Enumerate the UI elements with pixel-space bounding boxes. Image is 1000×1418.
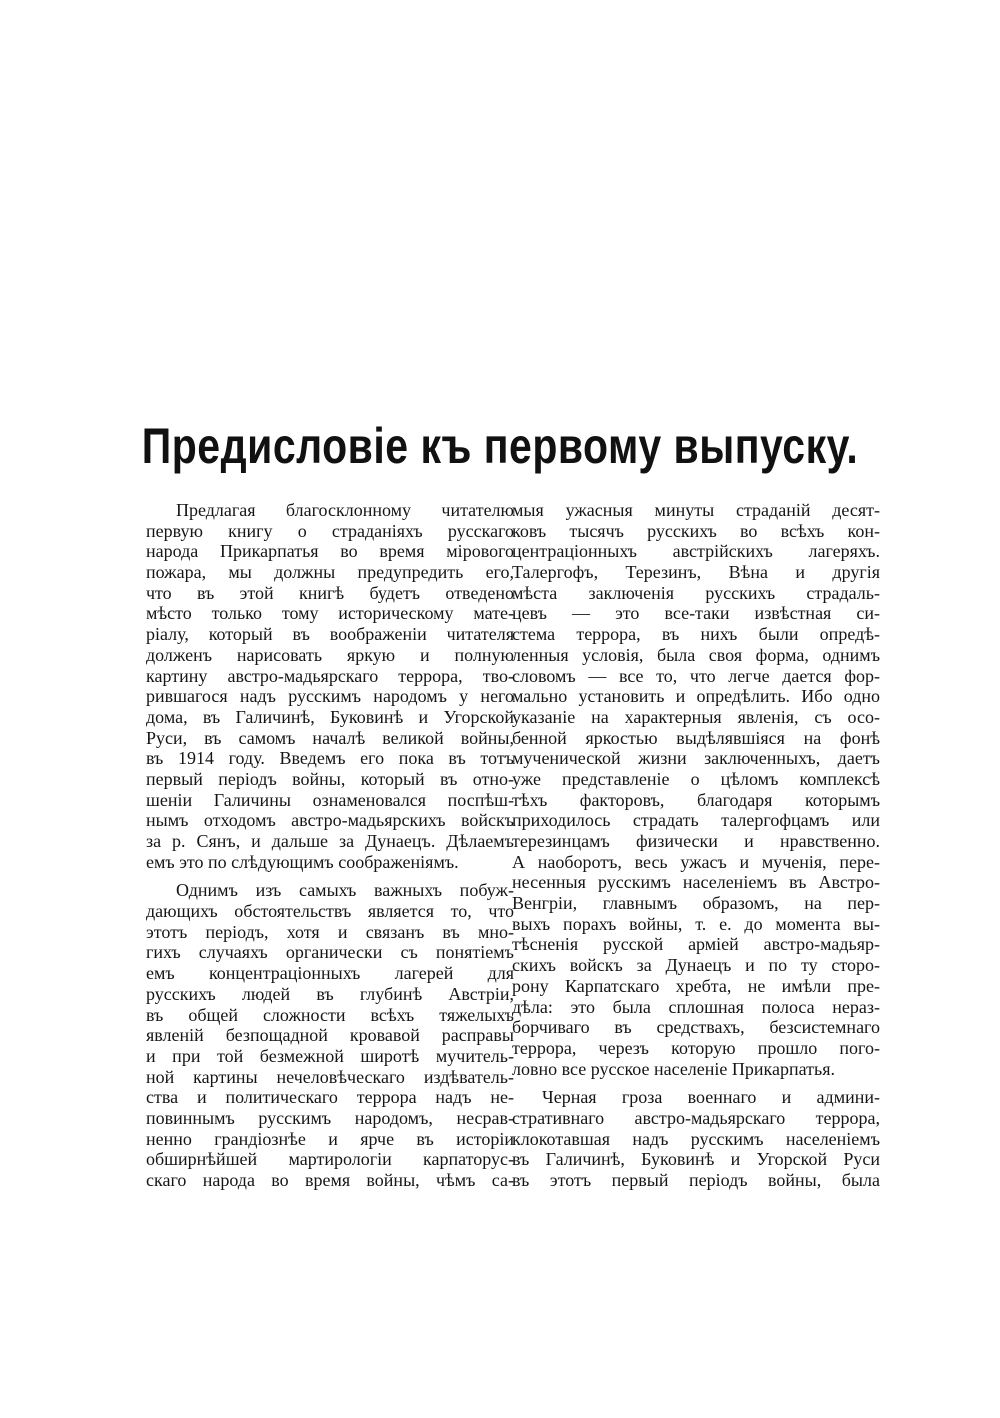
text-line: рившагося надъ русскимъ народомъ у него bbox=[146, 686, 514, 707]
text-line: русскихъ людей въ глубинѣ Австріи, bbox=[146, 983, 514, 1004]
text-line: первую книгу о страданіяхъ русскаго bbox=[146, 520, 514, 541]
text-line: тѣсненія русской арміей австро-мадьяр- bbox=[512, 934, 880, 955]
text-line: Талергофъ, Терезинъ, Вѣна и другія bbox=[512, 562, 880, 583]
text-line: терезинцамъ физически и нравственно. bbox=[512, 831, 880, 851]
text-line: емъ это по слѣдующимъ соображеніямъ. bbox=[146, 851, 459, 872]
text-line: клокотавшая надъ русскимъ населеніемъ bbox=[512, 1128, 880, 1149]
text-line: за р. Сянъ, и дальше за Дунаецъ. Дѣлаемъ bbox=[146, 831, 514, 851]
paragraph-gap bbox=[512, 1079, 880, 1087]
right-column bbox=[512, 500, 880, 1191]
text-line: Черная гроза военнаго и админи- bbox=[542, 1087, 880, 1108]
text-line: гихъ случаяхъ органически съ понятіемъ bbox=[146, 942, 514, 963]
text-line: Однимъ изъ самыхъ важныхъ побуж- bbox=[176, 880, 514, 901]
text-line: мыя ужасныя минуты страданій десят- bbox=[512, 500, 880, 520]
paragraph-gap bbox=[146, 872, 514, 880]
page-title: Предисловіе къ первому выпуску. bbox=[141, 418, 859, 475]
text-line: А наоборотъ, весь ужасъ и мученія, пере- bbox=[512, 851, 880, 872]
text-line: борчиваго въ средствахъ, безсистемнаго bbox=[512, 1017, 880, 1038]
text-line: и при той безмежной широтѣ мучитель- bbox=[146, 1045, 514, 1066]
text-line: пожара, мы должны предупредить его, bbox=[146, 562, 514, 583]
text-line: ріалу, который въ воображеніи читателя bbox=[146, 624, 514, 645]
text-line: центраціонныхъ австрійскихъ лагеряхъ. bbox=[512, 541, 880, 562]
text-line: ловно все русское населеніе Прикарпатья. bbox=[512, 1058, 836, 1079]
text-line: обширнѣйшей мартирологіи карпаторус- bbox=[146, 1149, 514, 1170]
text-line: шеніи Галичины ознаменовался поспѣш- bbox=[146, 789, 514, 810]
text-line: цевъ — это все-таки извѣстная си- bbox=[512, 603, 880, 624]
text-line: словомъ — все то, что легче дается фор- bbox=[512, 665, 880, 686]
text-line: стративнаго австро-мадьярскаго террора, bbox=[512, 1107, 880, 1128]
text-line: дѣла: это была сплошная полоса нераз- bbox=[512, 996, 880, 1017]
text-line: выхъ порахъ войны, т. е. до момента вы- bbox=[512, 913, 880, 934]
text-line: нымъ отходомъ австро-мадьярскихъ войскъ bbox=[146, 810, 514, 831]
text-line: долженъ нарисовать яркую и полную bbox=[146, 644, 514, 665]
text-line: приходилось страдать талергофцамъ или bbox=[512, 810, 880, 831]
text-line: дома, въ Галичинѣ, Буковинѣ и Угорской bbox=[146, 706, 514, 727]
text-line: народа Прикарпатья во время мірового bbox=[146, 541, 514, 562]
text-line: ства и политическаго террора надъ не- bbox=[146, 1087, 514, 1108]
text-line: повиннымъ русскимъ народомъ, несрав- bbox=[146, 1107, 514, 1128]
text-line: уже представленіе о цѣломъ комплексѣ bbox=[512, 768, 880, 789]
text-line: бенной яркостью выдѣлявшіяся на фонѣ bbox=[512, 727, 880, 748]
text-line: въ этотъ первый періодъ войны, была bbox=[512, 1170, 880, 1190]
text-line: мѣсто только тому историческому мате- bbox=[146, 603, 514, 624]
text-line: тѣхъ факторовъ, благодаря которымъ bbox=[512, 789, 880, 810]
text-line: этотъ періодъ, хотя и связанъ въ мно- bbox=[146, 921, 514, 942]
text-line: указаніе на характерныя явленія, съ осо- bbox=[512, 706, 880, 727]
text-line: въ Галичинѣ, Буковинѣ и Угорской Руси bbox=[512, 1149, 880, 1170]
text-line: Предлагая благосклонному читателю bbox=[176, 500, 514, 520]
text-line: картину австро-мадьярскаго террора, тво- bbox=[146, 665, 514, 686]
text-line: емъ концентраціонныхъ лагерей для bbox=[146, 963, 514, 984]
text-line: террора, черезъ которую прошло пого- bbox=[512, 1037, 880, 1058]
text-line: ленныя условія, была своя форма, однимъ bbox=[512, 644, 880, 665]
text-line: ковъ тысячъ русскихъ во всѣхъ кон- bbox=[512, 520, 880, 541]
text-line: явленій безпощадной кровавой расправы bbox=[146, 1025, 514, 1046]
text-line: мѣста заключенія русскихъ страдаль- bbox=[512, 582, 880, 603]
text-line: скаго народа во время войны, чѣмъ са- bbox=[146, 1170, 514, 1190]
text-line: что въ этой книгѣ будетъ отведено bbox=[146, 582, 514, 603]
text-line: скихъ войскъ за Дунаецъ и по ту сторо- bbox=[512, 955, 880, 976]
text-line: рону Карпатскаго хребта, не имѣли пре- bbox=[512, 975, 880, 996]
text-line: ной картины нечеловѣческаго издѣватель- bbox=[146, 1066, 514, 1087]
left-column bbox=[146, 500, 514, 1191]
text-line: мученической жизни заключенныхъ, даетъ bbox=[512, 748, 880, 769]
text-line: мально установить и опредѣлить. Ибо одно bbox=[512, 686, 880, 707]
text-line: ненно грандіознѣе и ярче въ исторіи bbox=[146, 1128, 514, 1149]
text-line: несенныя русскимъ населеніемъ въ Австро- bbox=[512, 872, 880, 893]
text-line: въ общей сложности всѣхъ тяжелыхъ bbox=[146, 1004, 514, 1025]
text-line: Венгріи, главнымъ образомъ, на пер- bbox=[512, 893, 880, 914]
text-line: стема террора, въ нихъ были опредѣ- bbox=[512, 624, 880, 645]
text-line: первый періодъ войны, который въ отно- bbox=[146, 768, 514, 789]
text-line: дающихъ обстоятельствъ является то, что bbox=[146, 901, 514, 922]
text-line: въ 1914 году. Введемъ его пока въ тотъ bbox=[146, 748, 514, 769]
text-line: Руси, въ самомъ началѣ великой войны, bbox=[146, 727, 514, 748]
